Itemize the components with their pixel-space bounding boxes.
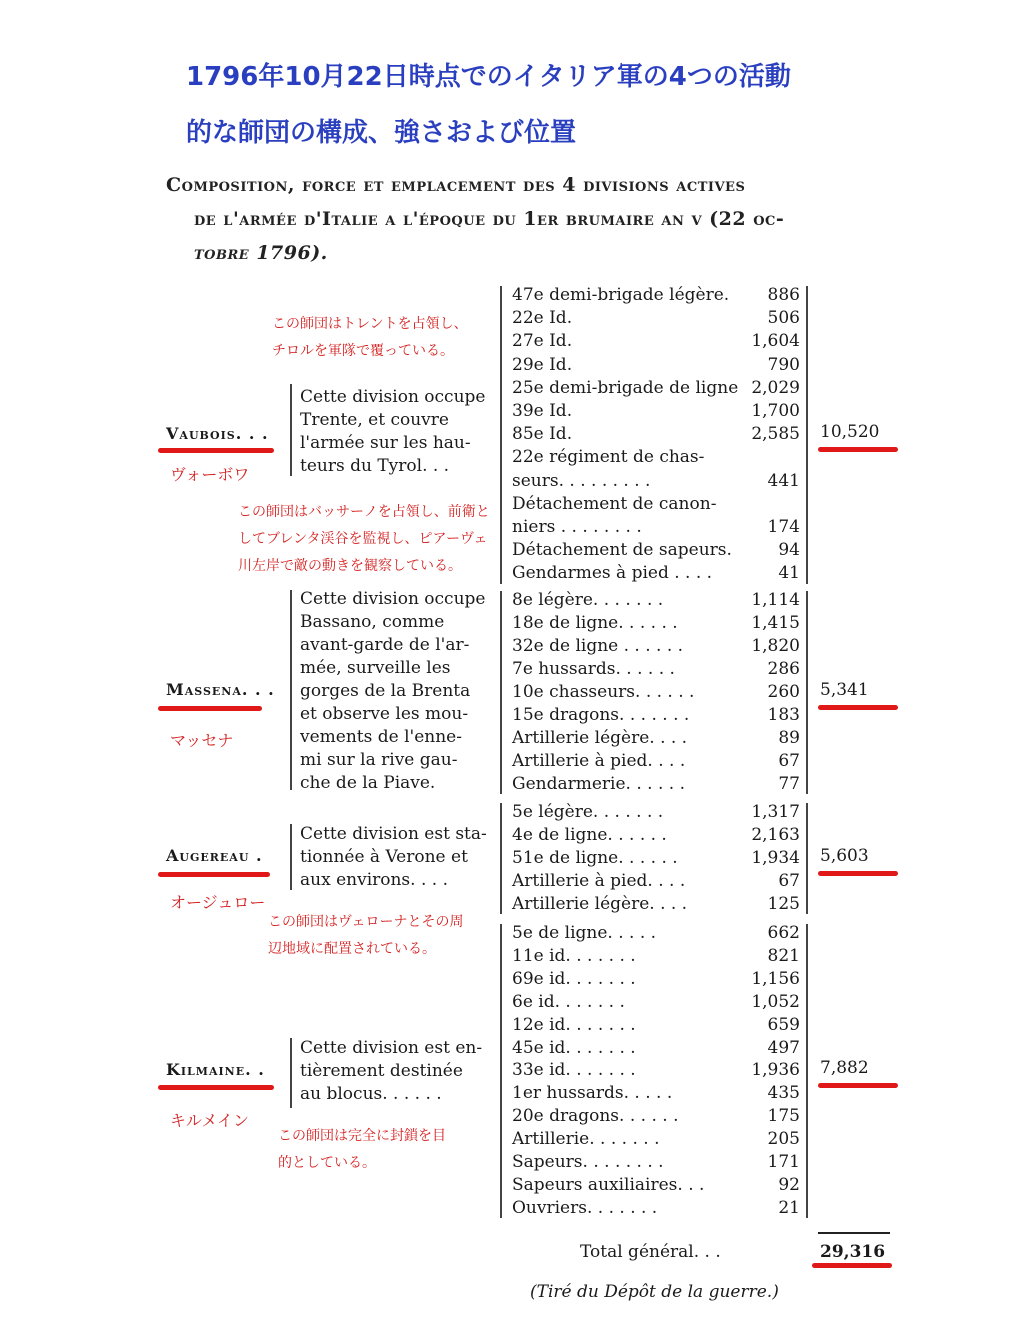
unit-label: 4e de ligne. . . . . . bbox=[512, 825, 667, 845]
division-total-underline bbox=[818, 1083, 898, 1088]
unit-value: 2,585 bbox=[751, 424, 800, 445]
unit-value: 94 bbox=[778, 540, 800, 561]
division-description-line: Cette division occupe bbox=[300, 589, 486, 609]
desc-brace bbox=[290, 1038, 292, 1108]
grand-total-underline bbox=[812, 1263, 892, 1268]
unit-value: 497 bbox=[767, 1037, 800, 1058]
unit-label: 1er hussards. . . . . bbox=[512, 1083, 673, 1104]
division-description-line: mi sur la rive gau- bbox=[300, 750, 458, 770]
unit-label: 51e de ligne. . . . . . bbox=[512, 848, 678, 868]
division-annotation-line: この師団は完全に封鎖を目 bbox=[278, 1128, 446, 1144]
division-description-line: gorges de la Brenta bbox=[300, 681, 471, 701]
fr-title-line-3: tobre 1796). bbox=[194, 242, 328, 264]
unit-value: 175 bbox=[767, 1106, 800, 1127]
division-description-line: Bassano, comme bbox=[300, 612, 445, 632]
division-name: Augereau . bbox=[166, 846, 263, 865]
unit-label: 5e de ligne. . . . . bbox=[512, 923, 657, 943]
division-jp-name: ヴォーボワ bbox=[170, 465, 250, 484]
jp-title-line-2: 的な師団の構成、強さおよび位置 bbox=[186, 118, 577, 148]
unit-label: 15e dragons. . . . . . . bbox=[512, 705, 690, 725]
unit-value: 1,700 bbox=[751, 401, 800, 421]
division-description-line: Cette division occupe bbox=[300, 387, 486, 407]
fr-title-line-2: de l'armée d'Italie a l'époque du 1er brumaire an v (22 oc- bbox=[194, 208, 785, 230]
unit-label: Gendarmerie. . . . . . bbox=[512, 774, 685, 794]
division-description-line: Cette division est sta- bbox=[300, 824, 487, 844]
division-annotation-line: 的としている。 bbox=[278, 1155, 376, 1171]
unit-label: Ouvriers. . . . . . . bbox=[512, 1197, 658, 1218]
division-name: Massena. . . bbox=[166, 680, 275, 699]
unit-label: 11e id. . . . . . . bbox=[512, 945, 636, 966]
division-annotation-line: してブレンタ渓谷を監視し、ピアーヴェ bbox=[238, 531, 488, 547]
unit-value: 1,415 bbox=[751, 613, 800, 633]
division-description-line: teurs du Tyrol. . . bbox=[300, 456, 450, 476]
unit-label: 33e id. . . . . . . bbox=[512, 1060, 636, 1081]
unit-label: 85e Id. bbox=[512, 424, 573, 445]
unit-value: 790 bbox=[767, 354, 800, 375]
division-name: Vaubois. . . bbox=[166, 424, 269, 443]
division-description-line: l'armée sur les hau- bbox=[300, 433, 471, 453]
unit-label: Sapeurs. . . . . . . . bbox=[512, 1152, 664, 1172]
unit-value: 506 bbox=[767, 308, 800, 329]
unit-value: 125 bbox=[767, 894, 800, 914]
division-name: Kilmaine. . bbox=[166, 1060, 265, 1079]
unit-label: 8e légère. . . . . . . bbox=[512, 590, 664, 610]
unit-value: 435 bbox=[767, 1083, 800, 1104]
unit-label: 27e Id. bbox=[512, 331, 573, 352]
unit-label: 39e Id. bbox=[512, 401, 573, 421]
unit-value: 260 bbox=[767, 682, 800, 702]
unit-value: 41 bbox=[778, 563, 800, 584]
unit-value: 821 bbox=[767, 945, 800, 966]
unit-value: 286 bbox=[767, 659, 800, 679]
division-jp-name: マッセナ bbox=[170, 731, 234, 750]
units-left-brace bbox=[500, 286, 502, 584]
unit-label: Artillerie légère. . . . bbox=[512, 728, 688, 748]
units-left-brace bbox=[500, 803, 502, 914]
division-annotation-line: 川左岸で敵の動きを観察している。 bbox=[238, 558, 462, 574]
french-title bbox=[166, 168, 906, 270]
unit-value: 205 bbox=[767, 1129, 800, 1150]
unit-label: 47e demi-brigade légère. bbox=[512, 285, 730, 305]
division-total: 7,882 bbox=[820, 1058, 869, 1078]
unit-value: 92 bbox=[778, 1174, 800, 1195]
division-description-line: Cette division est en- bbox=[300, 1038, 483, 1058]
division-name-underline bbox=[158, 706, 262, 711]
unit-label: Artillerie légère. . . . bbox=[512, 894, 688, 914]
unit-value: 1,317 bbox=[751, 802, 800, 822]
unit-label: Artillerie. . . . . . . bbox=[512, 1129, 660, 1150]
unit-value: 1,604 bbox=[751, 331, 800, 352]
unit-value: 183 bbox=[767, 705, 800, 725]
unit-label: 20e dragons. . . . . . bbox=[512, 1106, 679, 1127]
unit-value: 1,820 bbox=[751, 636, 800, 656]
unit-label: 45e id. . . . . . . bbox=[512, 1037, 636, 1058]
unit-label: Détachement de sapeurs. bbox=[512, 540, 732, 561]
unit-value: 77 bbox=[778, 774, 800, 794]
unit-label: 7e hussards. . . . . . bbox=[512, 659, 675, 679]
source-note: (Tiré du Dépôt de la guerre.) bbox=[530, 1282, 779, 1302]
unit-label: seurs. . . . . . . . . bbox=[512, 470, 651, 491]
unit-label: Détachement de canon- bbox=[512, 493, 717, 514]
units-right-brace bbox=[806, 591, 808, 794]
division-total-underline bbox=[818, 447, 898, 452]
division-jp-name: オージュロー bbox=[170, 893, 266, 912]
division-name-underline bbox=[158, 872, 270, 877]
fr-title-line-1: Composition, force et emplacement des 4 divisions actives bbox=[166, 174, 746, 196]
unit-value: 1,936 bbox=[751, 1060, 800, 1081]
unit-value: 67 bbox=[778, 751, 800, 771]
unit-label: 5e légère. . . . . . . bbox=[512, 802, 664, 822]
division-total: 5,341 bbox=[820, 680, 869, 700]
unit-value: 171 bbox=[767, 1152, 800, 1172]
unit-value: 2,029 bbox=[751, 377, 800, 398]
unit-label: 22e régiment de chas- bbox=[512, 447, 705, 468]
unit-value: 2,163 bbox=[751, 825, 800, 845]
units-right-brace bbox=[806, 286, 808, 584]
division-description-line: tièrement destinée bbox=[300, 1061, 463, 1081]
division-annotation-line: この師団はトレントを占領し、 bbox=[272, 316, 468, 332]
units-left-brace bbox=[500, 924, 502, 1218]
unit-label: Gendarmes à pied . . . . bbox=[512, 563, 713, 584]
division-name-underline bbox=[158, 448, 274, 453]
division-description-line: Trente, et couvre bbox=[300, 410, 449, 430]
division-total: 10,520 bbox=[820, 422, 880, 442]
units-right-brace bbox=[806, 924, 808, 1218]
unit-label: 29e Id. bbox=[512, 354, 573, 375]
division-jp-name: キルメイン bbox=[170, 1111, 250, 1130]
unit-value: 21 bbox=[778, 1197, 800, 1218]
division-total-underline bbox=[818, 871, 898, 876]
grand-total-rule bbox=[818, 1232, 890, 1234]
division-description-line: che de la Piave. bbox=[300, 773, 436, 793]
unit-label: 18e de ligne. . . . . . bbox=[512, 613, 678, 633]
unit-value: 1,156 bbox=[751, 968, 800, 989]
unit-value: 67 bbox=[778, 871, 800, 891]
unit-value: 659 bbox=[767, 1014, 800, 1035]
unit-value: 174 bbox=[767, 517, 800, 537]
division-description-line: mée, surveille les bbox=[300, 658, 451, 678]
unit-label: 32e de ligne . . . . . . bbox=[512, 636, 684, 656]
unit-label: Sapeurs auxiliaires. . . bbox=[512, 1174, 705, 1195]
unit-value: 1,934 bbox=[751, 848, 800, 868]
division-description-line: au blocus. . . . . . bbox=[300, 1084, 442, 1104]
unit-label: Artillerie à pied. . . . bbox=[512, 871, 686, 891]
division-description-line: tionnée à Verone et bbox=[300, 847, 468, 867]
division-name-underline bbox=[158, 1085, 274, 1090]
desc-brace bbox=[290, 824, 292, 890]
division-description-line: avant-garde de l'ar- bbox=[300, 635, 470, 655]
unit-label: 69e id. . . . . . . bbox=[512, 968, 636, 989]
unit-value: 662 bbox=[767, 923, 800, 943]
division-total: 5,603 bbox=[820, 846, 869, 866]
unit-label: 25e demi-brigade de ligne bbox=[512, 377, 739, 398]
division-annotation-line: チロルを軍隊で覆っている。 bbox=[272, 343, 454, 359]
unit-value: 89 bbox=[778, 728, 800, 748]
unit-label: 6e id. . . . . . . bbox=[512, 991, 625, 1012]
unit-value: 1,052 bbox=[751, 991, 800, 1012]
unit-value: 1,114 bbox=[751, 590, 800, 610]
units-right-brace bbox=[806, 803, 808, 914]
unit-label: niers . . . . . . . . bbox=[512, 517, 642, 537]
desc-brace bbox=[290, 590, 292, 790]
division-annotation-line: 辺地域に配置されている。 bbox=[268, 941, 436, 957]
unit-value: 441 bbox=[767, 470, 800, 491]
division-annotation-line: この師団はヴェローナとその周 bbox=[268, 914, 464, 930]
jp-title-line-1: 1796年10月22日時点でのイタリア軍の4つの活動 bbox=[186, 62, 791, 92]
unit-label: Artillerie à pied. . . . bbox=[512, 751, 686, 771]
unit-label: 22e Id. bbox=[512, 308, 573, 329]
grand-total-value: 29,316 bbox=[820, 1242, 886, 1262]
desc-brace bbox=[290, 384, 292, 476]
division-annotation-line: この師団はバッサーノを占領し、前衛と bbox=[238, 504, 490, 520]
unit-value: 886 bbox=[767, 285, 800, 305]
division-description-line: aux environs. . . . bbox=[300, 870, 448, 890]
division-description-line: vements de l'enne- bbox=[300, 727, 462, 747]
division-total-underline bbox=[818, 705, 898, 710]
division-description-line: et observe les mou- bbox=[300, 704, 469, 724]
grand-total-label: Total général. . . bbox=[580, 1242, 721, 1262]
unit-label: 12e id. . . . . . . bbox=[512, 1014, 636, 1035]
units-left-brace bbox=[500, 591, 502, 794]
unit-label: 10e chasseurs. . . . . . bbox=[512, 682, 695, 702]
